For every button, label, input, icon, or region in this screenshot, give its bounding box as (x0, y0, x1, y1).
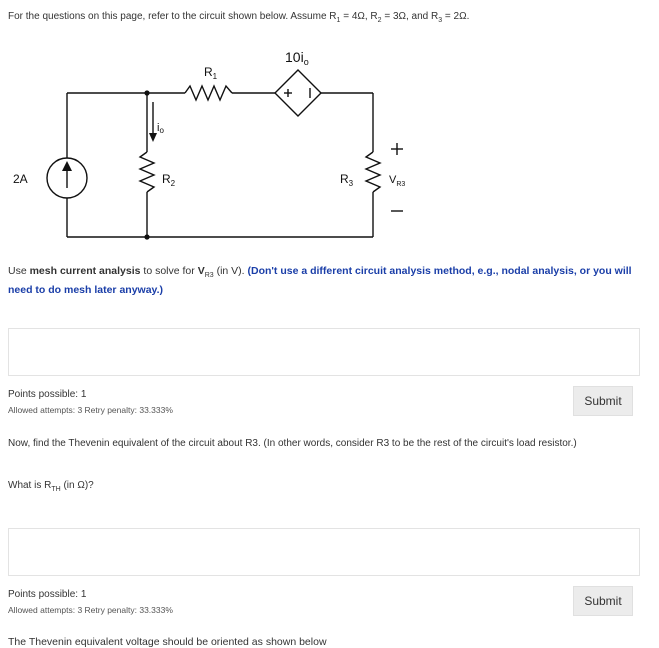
submit-button-1[interactable]: Submit (573, 386, 633, 416)
vr3-label: $V_{R3}$ (389, 174, 406, 188)
attempts-info-1: Allowed attempts: 3 Retry penalty: 33.333% (8, 405, 173, 415)
circuit-diagram (0, 40, 460, 255)
question-2-ask: What is $R_{TH}$ (in Ω)? (8, 480, 94, 493)
attempts-info-2: Allowed attempts: 3 Retry penalty: 33.333% (8, 605, 173, 615)
intro-text: For the questions on this page, refer to the circuit shown below. Assume $R_1 = 4\Omega$, $R_2 = 3\Omega$, and $R_3 = 2\Omega$. (8, 11, 470, 24)
dependent-source-label: $10i_o$ (285, 49, 309, 67)
io-label: io (157, 122, 164, 135)
r3-label: $R_3$ (340, 172, 354, 188)
answer-input-1[interactable] (8, 328, 640, 376)
current-source-label: 2A (13, 172, 28, 186)
r2-label: $R_2$ (162, 172, 176, 188)
answer-input-2[interactable] (8, 528, 640, 576)
trailing-text: The Thevenin equivalent voltage should be oriented as shown below (8, 636, 327, 648)
points-possible-2: Points possible: 1 (8, 589, 87, 600)
points-possible-1: Points possible: 1 (8, 389, 87, 400)
question-1-text: Use mesh current analysis to solve for $V_{R3}$ (in V). (Don't use a different circuit analysis method, e.g., nodal analysis, or you will need to do mesh later anyway.) (8, 265, 632, 297)
submit-button-2[interactable]: Submit (573, 586, 633, 616)
r1-label: $R_1$ (204, 65, 218, 81)
question-2-text: Now, find the Thevenin equivalent of the circuit about R3. (In other words, consider R3 to be the rest of the circuit's load resistor.) (8, 438, 577, 449)
